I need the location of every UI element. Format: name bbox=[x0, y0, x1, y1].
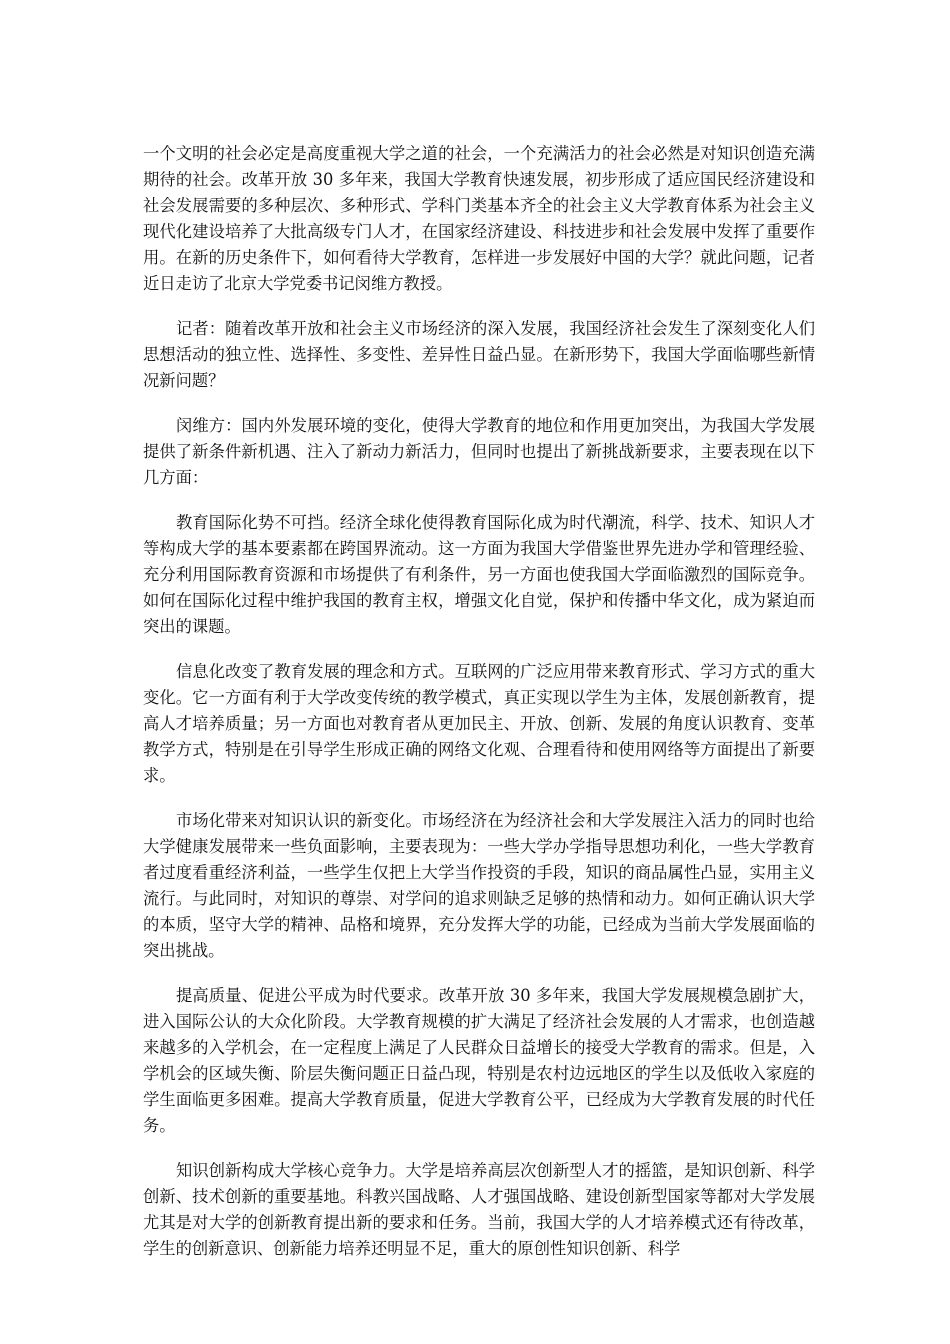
intro-paragraph: 一个文明的社会必定是高度重视大学之道的社会，一个充满活力的社会必然是对知识创造充满期待的社会。改革开放 30 多年来，我国大学教育快速发展，初步形成了适应国民经济建设和社会发展需要的多种层次、多种形式、学科门类基本齐全的社会主义大学教育体系为社会主义现代化建设培养了大批高级专门人才，在国家经济建设、科技进步和社会发展中发挥了重要作用。在新的历史条件下，如何看待大学教育，怎样进一步发展好中国的大学？就此问题，记者近日走访了北京大学党委书记闵维方教授。 bbox=[143, 144, 815, 293]
quality-equity-paragraph: 提高质量、促进公平成为时代要求。改革开放 30 多年来，我国大学发展规模急剧扩大，进入国际公认的大众化阶段。大学教育规模的扩大满足了经济社会发展的人才需求，也创造越来越多的入学机会，在一定程度上满足了人民群众日益增长的接受大学教育的需求。但是，入学机会的区域失衡、阶层失衡问题正日益凸现，特别是农村边远地区的学生以及低收入家庭的学生面临更多困难。提高大学教育质量，促进大学教育公平，已经成为大学教育发展的时代任务。 bbox=[143, 986, 815, 1135]
article-body bbox=[143, 141, 815, 1281]
answer-intro-paragraph: 闵维方：国内外发展环境的变化，使得大学教育的地位和作用更加突出，为我国大学发展提供了新条件新机遇、注入了新动力新活力，但同时也提出了新挑战新要求，主要表现在以下几方面： bbox=[143, 416, 815, 487]
informatization-paragraph: 信息化改变了教育发展的理念和方式。互联网的广泛应用带来教育形式、学习方式的重大变化。它一方面有利于大学改变传统的教学模式，真正实现以学生为主体，发展创新教育，提高人才培养质量；另一方面也对教育者从更加民主、开放、创新、发展的角度认识教育、变革教学方式，特别是在引导学生形成正确的网络文化观、合理看待和使用网络等方面提出了新要求。 bbox=[143, 662, 815, 785]
knowledge-innovation-paragraph: 知识创新构成大学核心竞争力。大学是培养高层次创新型人才的摇篮，是知识创新、科学创新、技术创新的重要基地。科教兴国战略、人才强国战略、建设创新型国家等都对大学发展尤其是对大学的创新教育提出新的要求和任务。当前，我国大学的人才培养模式还有待改革，学生的创新意识、创新能力培养还明显不足，重大的原创性知识创新、科学 bbox=[143, 1161, 815, 1258]
reporter-question-paragraph: 记者：随着改革开放和社会主义市场经济的深入发展，我国经济社会发生了深刻变化人们思想活动的独立性、选择性、多变性、差异性日益凸显。在新形势下，我国大学面临哪些新情况新问题？ bbox=[143, 319, 815, 390]
internationalization-paragraph: 教育国际化势不可挡。经济全球化使得教育国际化成为时代潮流，科学、技术、知识人才等构成大学的基本要素都在跨国界流动。这一方面为我国大学借鉴世界先进办学和管理经验、充分利用国际教育资源和市场提供了有利条件，另一方面也使我国大学面临激烈的国际竞争。如何在国际化过程中维护我国的教育主权，增强文化自觉，保护和传播中华文化，成为紧迫而突出的课题。 bbox=[143, 513, 815, 636]
marketization-paragraph: 市场化带来对知识认识的新变化。市场经济在为经济社会和大学发展注入活力的同时也给大学健康发展带来一些负面影响，主要表现为：一些大学办学指导思想功利化，一些大学教育者过度看重经济利益，一些学生仅把上大学当作投资的手段，知识的商品属性凸显，实用主义流行。与此同时，对知识的尊崇、对学问的追求则缺乏足够的热情和动力。如何正确认识大学的本质，坚守大学的精神、品格和境界，充分发挥大学的功能，已经成为当前大学发展面临的突出挑战。 bbox=[143, 811, 815, 960]
